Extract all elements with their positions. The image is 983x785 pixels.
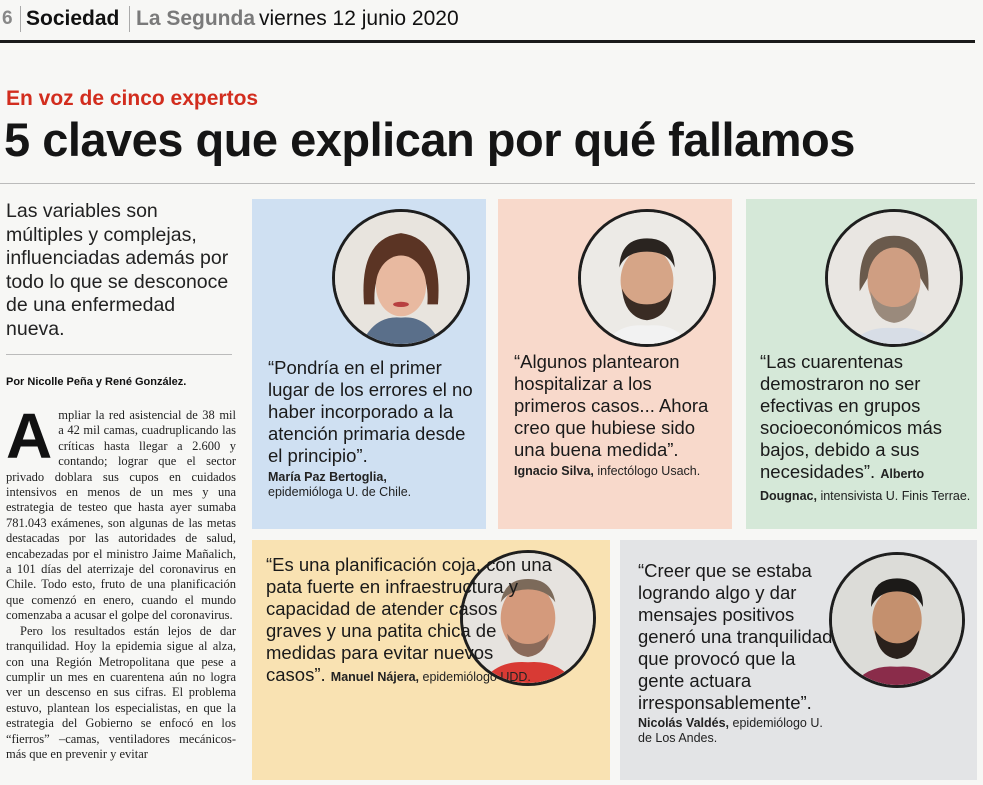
body-paragraph: Pero los resultados están lejos de dar tranquilidad. Hoy la epidemia sigue al alza, con una Región Metropolitana que pese a cumplir un mes en cuarentena aún no logra ver un descenso en sus cifras. El problema estuvo, plantean los especialistas, en que la estrategia del Gobierno se enfocó en los “fierros” –camas, ventiladores mecánicos- más que en prevenir y evitar [6,623,236,761]
header-divider [20,6,21,32]
body-paragraph: Ampliar la red asistencial de 38 mil a 42 mil camas, cuadruplicando las críticas hasta llegar a 2.600 y contando; lograr que el sector privado doblara sus cupos en cuidados intensivos en menos de un mes y una estrategia de testeo que hasta ayer sumaba 781.043 exámenes, son algunas de las metas destacadas por las autoridades de salud, encabezadas por el ministro Jaime Mañalich, a 101 días del aterrizaje del coronavirus en Chile. Todo esto, fruto de una planificación que comenzó en enero, cuando el mundo comenzaba a acusar el golpe del coronavirus. [6,400,236,623]
expert-photo [829,552,965,688]
portrait-man-icon [581,212,713,344]
expert-photo [825,209,963,347]
expert-card [252,199,486,529]
expert-quote: “Algunos plantearon hospitalizar a los primeros casos... Ahora creo que hubiese sido una buena medida”. Ignacio Silva, infectólogo Usach. [514,351,724,479]
expert-quote: “Creer que se estaba logrando algo y dar mensajes positivos generó una tranquilidad que provocó que la gente actuara irresponsablemente”. Nicolás Valdés, epidemiólogo U. de Los Andes. [638,560,838,746]
header-divider [129,6,130,32]
newspaper-name: La Segunda [136,7,256,30]
expert-role: epidemiólogo U. de Los Andes. [638,716,823,745]
article-headline: 5 claves que explican por qué fallamos [4,113,855,166]
expert-photo [578,209,716,347]
expert-name: María Paz Bertoglia, [268,470,387,484]
expert-role: epidemiólogo UDD. [422,670,531,684]
expert-role: infectólogo Usach. [597,464,701,478]
expert-name: Manuel Nájera, [330,670,420,684]
expert-attribution [268,470,478,500]
page-number: 6 [2,8,13,29]
expert-quote: “Es una planificación coja, con una pata fuerte en infraestructura y capacidad de atender casos graves y una patita chica de medidas para evitar nuevos casos”. Manuel Nájera, epidemiólogo UDD. [266,554,552,685]
divider [6,354,232,355]
expert-role: intensivista U. Finis Terrae. [820,489,971,503]
expert-role: epidemióloga U. de Chile. [268,485,412,499]
expert-attribution [638,716,838,746]
section-name: Sociedad [26,7,120,30]
drop-cap: A [6,400,53,472]
expert-name: Nicolás Valdés, [638,716,730,730]
expert-card [620,540,977,780]
article-deck: Las variables son múltiples y complejas, influenciadas además por todo lo que se desconoce de una enfermedad nueva. [6,200,229,340]
article-kicker: En voz de cinco expertos [6,87,259,110]
expert-card [746,199,977,529]
expert-card [498,199,732,529]
portrait-woman-icon [335,212,467,344]
expert-quote: “Pondría en el primer lugar de los errores el no haber incorporado a la atención primaria desde el principio”. María Paz Bertoglia, epidemióloga U. de Chile. [268,357,478,500]
expert-name: Ignacio Silva, [514,464,594,478]
article-body [6,400,236,762]
portrait-man-icon [828,212,960,344]
expert-card [252,540,610,780]
expert-photo [332,209,470,347]
divider [0,183,975,184]
byline: Por Nicolle Peña y René González. [6,376,187,388]
expert-name: Alberto Dougnac, [760,467,925,503]
expert-attribution [514,464,724,479]
expert-quote: “Las cuarentenas demostraron no ser efectivas en grupos socioeconómicos más bajos, debido a sus necesidades”. Alberto Dougnac, intensivista U. Finis Terrae. [760,351,971,503]
issue-date: viernes 12 junio 2020 [259,7,459,30]
page-header [0,0,975,43]
portrait-man-icon [832,555,962,685]
